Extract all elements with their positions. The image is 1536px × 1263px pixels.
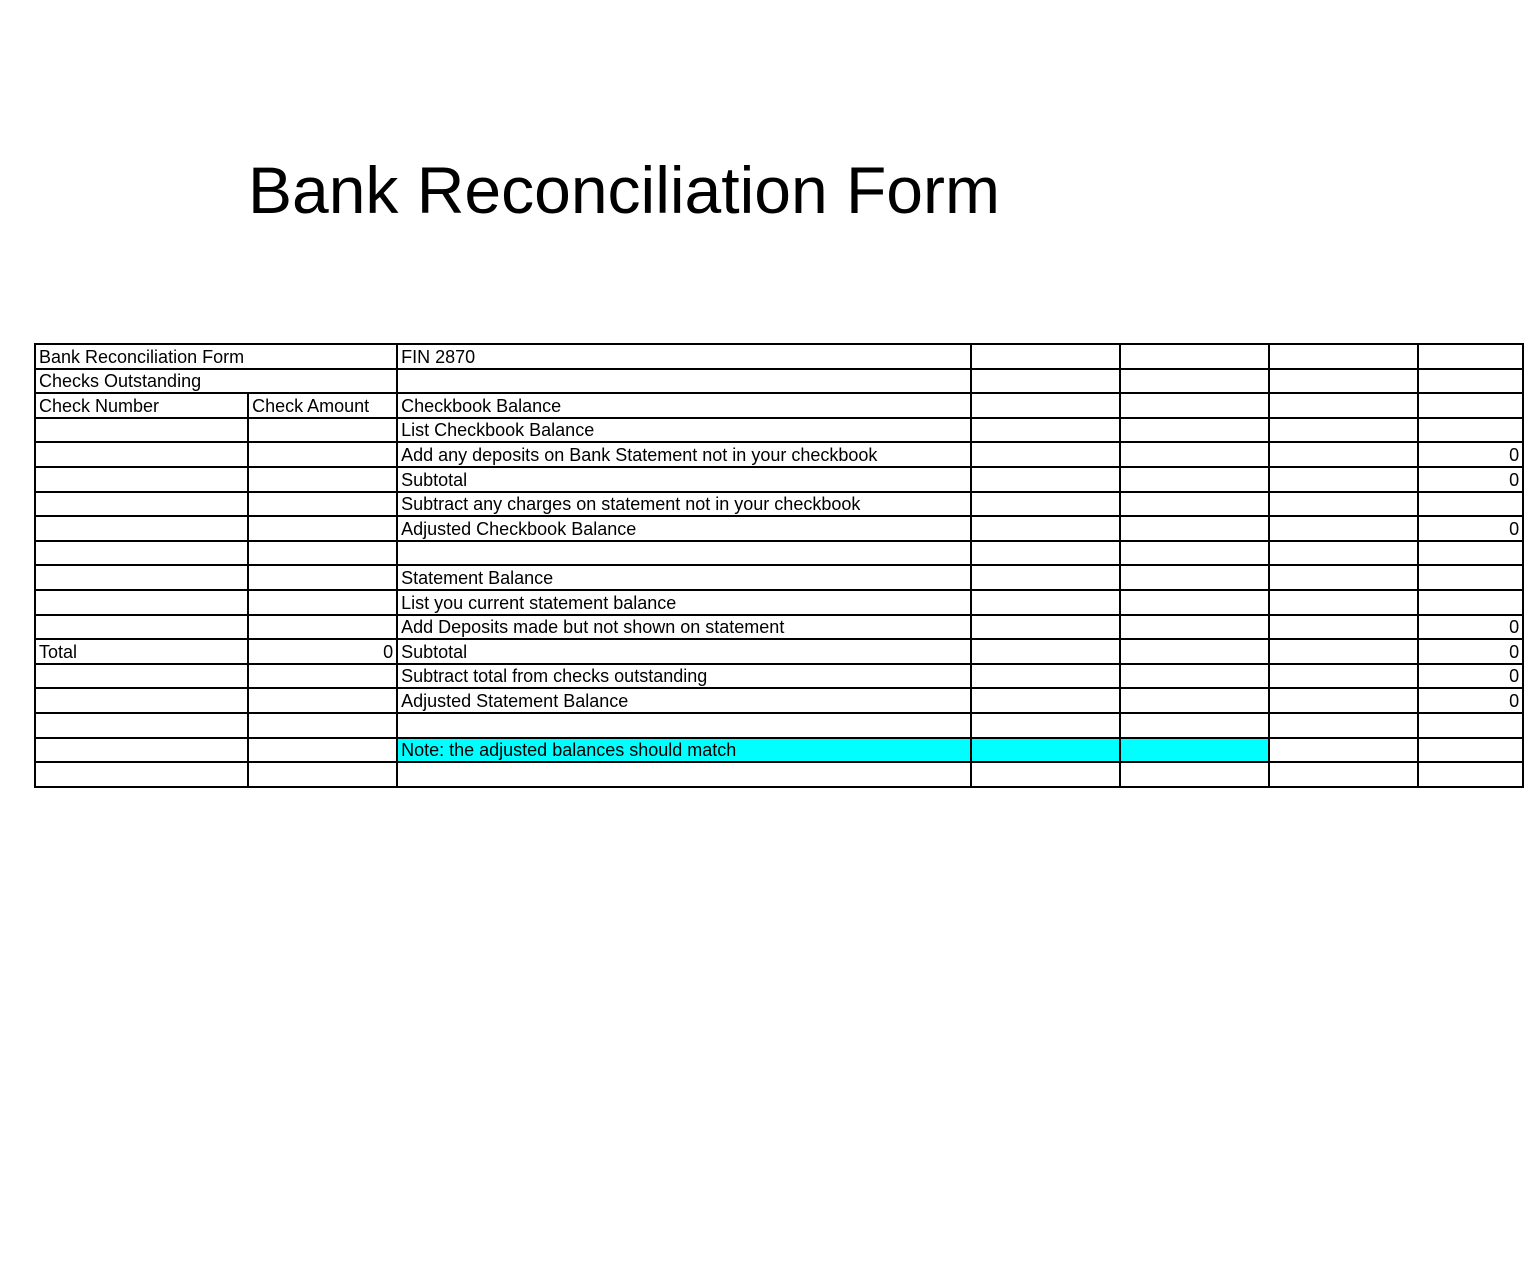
empty-cell[interactable] [1418, 565, 1523, 590]
table-row [35, 418, 1523, 443]
empty-cell[interactable] [1120, 615, 1269, 640]
empty-cell[interactable] [1269, 688, 1418, 713]
empty-cell[interactable] [1120, 590, 1269, 615]
checkbook-subtotal-value[interactable]: 0 [1418, 467, 1523, 492]
add-deposits-statement-value[interactable]: 0 [1418, 615, 1523, 640]
empty-cell[interactable] [1120, 762, 1269, 787]
page-title: Bank Reconciliation Form [248, 153, 1000, 227]
table-row [35, 664, 1523, 689]
check-amount-cell[interactable] [248, 467, 397, 492]
empty-cell[interactable] [1269, 467, 1418, 492]
empty-cell[interactable] [1120, 639, 1269, 664]
adjusted-checkbook-value[interactable]: 0 [1418, 516, 1523, 541]
list-checkbook-balance-label[interactable]: List Checkbook Balance [397, 418, 971, 443]
empty-cell[interactable] [35, 738, 248, 763]
empty-cell[interactable] [1120, 344, 1269, 369]
check-number-cell[interactable] [35, 541, 248, 566]
empty-cell[interactable] [1418, 418, 1523, 443]
subtract-checks-label[interactable]: Subtract total from checks outstanding [397, 664, 971, 689]
empty-cell[interactable] [1269, 393, 1418, 418]
empty-cell[interactable] [971, 639, 1120, 664]
empty-cell[interactable] [248, 344, 397, 369]
empty-cell[interactable] [1120, 369, 1269, 394]
empty-cell[interactable] [1269, 738, 1418, 763]
empty-cell[interactable] [248, 688, 397, 713]
check-number-cell[interactable] [35, 590, 248, 615]
empty-cell[interactable] [971, 664, 1120, 689]
empty-cell[interactable] [971, 590, 1120, 615]
check-amount-header[interactable]: Check Amount [248, 393, 397, 418]
table-row [35, 713, 1523, 738]
table-row [35, 516, 1523, 541]
empty-cell[interactable] [1120, 393, 1269, 418]
empty-cell[interactable] [248, 369, 397, 394]
empty-cell[interactable] [35, 688, 248, 713]
empty-cell[interactable] [1269, 492, 1418, 517]
empty-cell[interactable] [248, 664, 397, 689]
note-cell[interactable]: Note: the adjusted balances should match [397, 738, 971, 763]
check-amount-cell[interactable] [248, 492, 397, 517]
check-number-header[interactable]: Check Number [35, 393, 248, 418]
table-row [35, 590, 1523, 615]
empty-cell[interactable] [1120, 442, 1269, 467]
empty-cell[interactable] [971, 516, 1120, 541]
empty-cell[interactable] [1269, 762, 1418, 787]
empty-cell[interactable] [1269, 713, 1418, 738]
empty-cell[interactable] [971, 565, 1120, 590]
empty-cell[interactable] [1120, 541, 1269, 566]
empty-cell[interactable] [971, 541, 1120, 566]
check-number-cell[interactable] [35, 516, 248, 541]
check-number-cell[interactable] [35, 615, 248, 640]
empty-cell[interactable] [1269, 418, 1418, 443]
empty-cell[interactable] [1269, 565, 1418, 590]
empty-cell[interactable] [1120, 516, 1269, 541]
empty-cell[interactable] [1269, 664, 1418, 689]
empty-cell[interactable] [1418, 713, 1523, 738]
table-row [35, 639, 1523, 664]
add-deposits-statement-label[interactable]: Add Deposits made but not shown on statement [397, 615, 971, 640]
check-amount-cell[interactable] [248, 615, 397, 640]
check-amount-cell[interactable] [248, 418, 397, 443]
table-row [35, 738, 1523, 763]
empty-cell[interactable] [1418, 541, 1523, 566]
table-row [35, 541, 1523, 566]
empty-cell[interactable] [1269, 541, 1418, 566]
adjusted-checkbook-label[interactable]: Adjusted Checkbook Balance [397, 516, 971, 541]
check-amount-cell[interactable] [248, 442, 397, 467]
check-number-cell[interactable] [35, 418, 248, 443]
empty-cell[interactable] [1120, 664, 1269, 689]
table-row [35, 369, 1523, 394]
check-amount-cell[interactable] [248, 541, 397, 566]
empty-cell[interactable] [1418, 762, 1523, 787]
course-code-cell[interactable]: FIN 2870 [397, 344, 971, 369]
empty-cell[interactable] [248, 762, 397, 787]
empty-cell[interactable] [1269, 639, 1418, 664]
empty-cell[interactable] [1269, 442, 1418, 467]
empty-cell[interactable] [971, 688, 1120, 713]
checkbook-balance-heading[interactable]: Checkbook Balance [397, 393, 971, 418]
empty-cell[interactable] [1418, 590, 1523, 615]
empty-cell[interactable] [971, 442, 1120, 467]
table-row [35, 615, 1523, 640]
checkbook-subtotal-label[interactable]: Subtotal [397, 467, 971, 492]
empty-cell[interactable] [971, 344, 1120, 369]
statement-subtotal-label[interactable]: Subtotal [397, 639, 971, 664]
empty-cell[interactable] [971, 369, 1120, 394]
table-row [35, 688, 1523, 713]
table-row [35, 467, 1523, 492]
empty-cell[interactable] [397, 762, 971, 787]
check-number-cell[interactable] [35, 492, 248, 517]
subtract-checks-value[interactable]: 0 [1418, 664, 1523, 689]
reconciliation-table [34, 343, 1524, 788]
table-row [35, 393, 1523, 418]
empty-cell[interactable] [1269, 615, 1418, 640]
subtract-charges-label[interactable]: Subtract any charges on statement not in your checkbook [397, 492, 971, 517]
highlight-cell[interactable] [1120, 738, 1269, 763]
table-row [35, 442, 1523, 467]
empty-cell[interactable] [971, 762, 1120, 787]
empty-cell[interactable] [248, 713, 397, 738]
empty-cell[interactable] [1269, 369, 1418, 394]
table-row [35, 565, 1523, 590]
header-left-cell[interactable]: Bank Reconciliation Form [35, 344, 248, 369]
statement-balance-heading[interactable]: Statement Balance [397, 565, 971, 590]
table-row [35, 492, 1523, 517]
empty-cell[interactable] [35, 762, 248, 787]
add-deposits-checkbook-value[interactable]: 0 [1418, 442, 1523, 467]
check-number-cell[interactable] [35, 565, 248, 590]
empty-cell[interactable] [971, 393, 1120, 418]
add-deposits-checkbook-label[interactable]: Add any deposits on Bank Statement not in your checkbook [397, 442, 971, 467]
empty-cell[interactable] [35, 664, 248, 689]
empty-cell[interactable] [397, 541, 971, 566]
empty-cell[interactable] [1418, 344, 1523, 369]
empty-cell[interactable] [1269, 516, 1418, 541]
empty-cell[interactable] [1418, 738, 1523, 763]
highlight-cell[interactable] [971, 738, 1120, 763]
list-statement-balance-label[interactable]: List you current statement balance [397, 590, 971, 615]
empty-cell[interactable] [1269, 344, 1418, 369]
adjusted-statement-value[interactable]: 0 [1418, 688, 1523, 713]
total-label[interactable]: Total [35, 639, 248, 664]
checks-outstanding-label[interactable]: Checks Outstanding [35, 369, 248, 394]
empty-cell[interactable] [971, 615, 1120, 640]
empty-cell[interactable] [1418, 369, 1523, 394]
empty-cell[interactable] [1418, 492, 1523, 517]
empty-cell[interactable] [397, 369, 971, 394]
empty-cell[interactable] [1120, 688, 1269, 713]
empty-cell[interactable] [971, 713, 1120, 738]
table-row [35, 344, 1523, 369]
check-amount-cell[interactable] [248, 590, 397, 615]
adjusted-statement-label[interactable]: Adjusted Statement Balance [397, 688, 971, 713]
empty-cell[interactable] [397, 713, 971, 738]
empty-cell[interactable] [1418, 393, 1523, 418]
table-row [35, 762, 1523, 787]
statement-subtotal-value[interactable]: 0 [1418, 639, 1523, 664]
check-number-cell[interactable] [35, 442, 248, 467]
check-amount-cell[interactable] [248, 565, 397, 590]
empty-cell[interactable] [1269, 590, 1418, 615]
empty-cell[interactable] [248, 738, 397, 763]
empty-cell[interactable] [1120, 565, 1269, 590]
check-amount-cell[interactable] [248, 516, 397, 541]
total-value[interactable]: 0 [248, 639, 397, 664]
empty-cell[interactable] [971, 418, 1120, 443]
empty-cell[interactable] [971, 492, 1120, 517]
empty-cell[interactable] [1120, 492, 1269, 517]
empty-cell[interactable] [35, 713, 248, 738]
empty-cell[interactable] [1120, 713, 1269, 738]
empty-cell[interactable] [1120, 418, 1269, 443]
empty-cell[interactable] [971, 467, 1120, 492]
empty-cell[interactable] [1120, 467, 1269, 492]
check-number-cell[interactable] [35, 467, 248, 492]
